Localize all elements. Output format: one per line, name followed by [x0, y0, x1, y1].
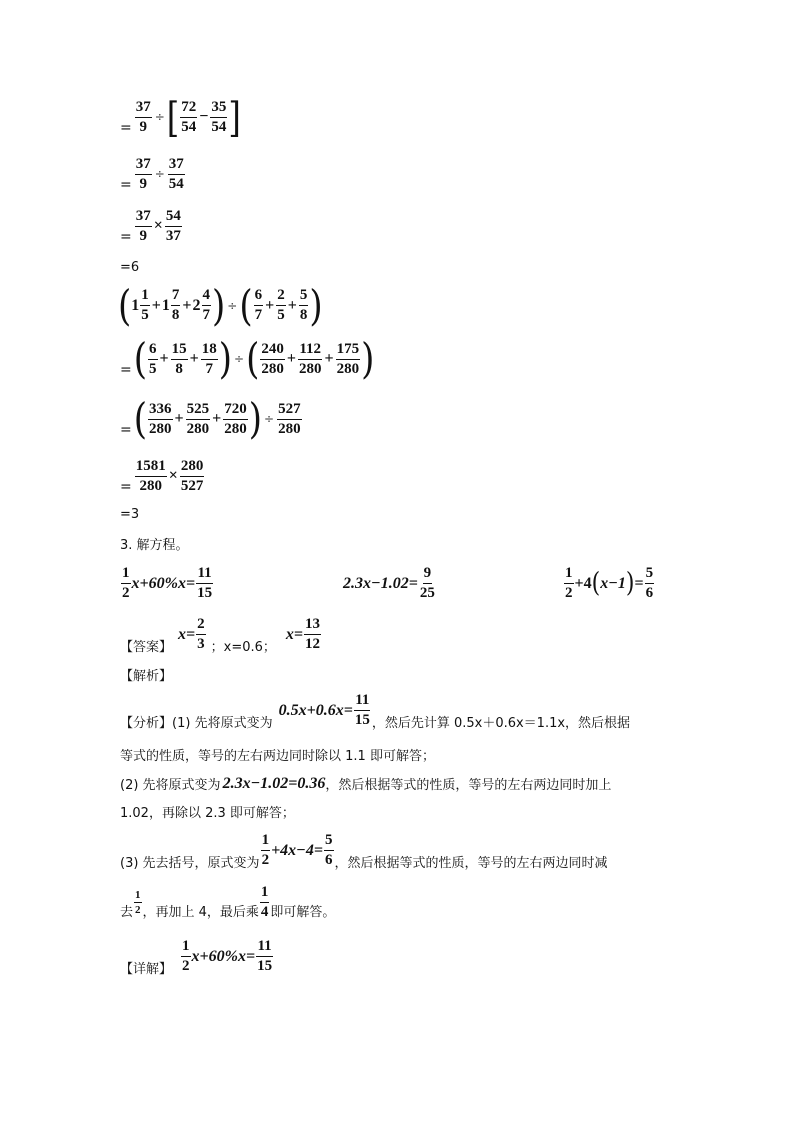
fraction: $\frac{1581}{280}$: [135, 457, 166, 494]
analysis-text: ，然后先计算 0.5x＋0.6x＝1.1x，然后根据: [371, 716, 631, 731]
analysis-p2-line1: [120, 774, 611, 793]
fraction: $\frac{6}{7}$: [254, 287, 263, 323]
fraction: $\frac{1}{4}$: [260, 884, 269, 920]
analysis-p3-line2: [120, 884, 335, 921]
analysis-text: (2) 先将原式变为: [120, 778, 221, 793]
right-paren: ): [218, 334, 233, 384]
operator: ×: [168, 467, 178, 484]
equation-text: +4: [574, 574, 592, 592]
equals-sign: =: [120, 362, 132, 378]
fraction: $\frac{1}{2}$: [135, 889, 141, 916]
fraction: $\frac{37}{9}$: [135, 155, 151, 192]
fraction: $\frac{5}{6}$: [645, 565, 654, 601]
fraction: $\frac{1}{5}$: [141, 287, 149, 323]
operator: ÷: [154, 167, 165, 181]
equation-text: +4x−4=: [271, 841, 323, 859]
right-bracket: ]: [228, 92, 241, 142]
right-paren: ): [361, 334, 375, 384]
left-paren: (: [239, 280, 253, 331]
fraction: $\frac{525}{280}$: [186, 400, 210, 437]
fraction: $\frac{1}{2}$: [122, 565, 130, 601]
fraction: $\frac{11}{15}$: [354, 692, 370, 728]
analysis-text: (1) 先将原式变为: [172, 716, 273, 731]
detail-line: [120, 936, 274, 977]
answer-line: [120, 614, 322, 655]
operator: +: [151, 296, 161, 314]
right-paren: ): [309, 280, 323, 331]
analysis-text: ，然后根据等式的性质，等号的左右两边同时加上: [325, 778, 612, 793]
analysis-text: (3) 先去括号，原式变为: [120, 856, 260, 871]
calc-line-5: [120, 334, 375, 384]
fraction: $\frac{5}{6}$: [325, 832, 333, 868]
equation-text: 2.3x−1.02=: [343, 574, 418, 592]
left-paren: (: [133, 334, 147, 384]
fraction: $\frac{2}{5}$: [277, 287, 285, 323]
equation-1: [120, 565, 214, 602]
fraction: $\frac{9}{25}$: [419, 565, 435, 601]
equals-sign: =: [120, 479, 132, 495]
whole-number: 1: [161, 296, 170, 314]
fraction: $\frac{72}{54}$: [181, 98, 197, 135]
fraction: $\frac{720}{280}$: [224, 400, 247, 437]
analysis-p3-line1: [120, 830, 608, 871]
fraction: $\frac{37}{54}$: [168, 155, 184, 192]
calc-line-6: [120, 394, 303, 444]
analysis-text: ，然后根据等式的性质，等号的左右两边同时减: [334, 856, 608, 871]
fraction: $\frac{11}{15}$: [197, 565, 213, 601]
operator: −: [199, 108, 209, 125]
left-paren: (: [133, 394, 147, 444]
analysis-label: 【解析】: [120, 669, 173, 684]
fraction: $\frac{37}{9}$: [135, 207, 151, 244]
operator: ×: [153, 217, 163, 234]
fraction: $\frac{240}{280}$: [261, 340, 284, 377]
equation-text: x+60%x=: [191, 947, 256, 965]
operator: +: [286, 350, 296, 367]
operator: +: [212, 410, 222, 427]
equation-text: 2.3x−1.02=0.36: [222, 774, 326, 792]
whole-number: 2: [192, 296, 201, 314]
fraction: $\frac{112}{280}$: [298, 340, 322, 377]
equals-sign: =: [120, 422, 132, 438]
equals-sign: =: [120, 120, 132, 136]
fraction: $\frac{35}{54}$: [211, 98, 227, 135]
fraction: $\frac{175}{280}$: [336, 340, 360, 377]
fraction: $\frac{13}{12}$: [305, 616, 321, 652]
analysis-p1-line2: 等式的性质，等号的左右两边同时除以 1.1 即可解答；: [120, 749, 435, 764]
equation-text: 0.5x+0.6x=: [278, 701, 353, 719]
fraction: $\frac{18}{7}$: [201, 340, 217, 377]
fraction: $\frac{280}{527}$: [180, 457, 204, 494]
fraction: $\frac{2}{3}$: [197, 616, 205, 652]
equation-text: x+60%x=: [131, 574, 196, 592]
calc-line-2: [120, 155, 186, 193]
whole-number: 1: [131, 296, 140, 314]
fraction: $\frac{37}{9}$: [135, 98, 151, 135]
right-paren: ): [625, 567, 635, 599]
analysis-text: 即可解答。: [270, 905, 336, 920]
left-paren: (: [246, 334, 260, 384]
fraction: $\frac{1}{2}$: [565, 565, 573, 601]
calc-line-1: [120, 92, 241, 142]
analysis-text: 去: [120, 905, 134, 920]
left-bracket: [: [166, 92, 180, 142]
question-title: 3. 解方程。: [120, 538, 189, 553]
operator: ÷: [234, 352, 245, 366]
operator: +: [287, 296, 297, 314]
equals-sign: =: [120, 177, 132, 193]
calc-line-7: [120, 457, 205, 495]
fraction: $\frac{6}{5}$: [149, 340, 157, 377]
calc-line-3: [120, 207, 183, 245]
analysis-text: ，再加上 4，最后乘: [142, 905, 259, 920]
analysis-p2-line2: 1.02，再除以 2.3 即可解答；: [120, 806, 295, 821]
left-paren: (: [591, 567, 601, 599]
answer-text: x=: [285, 625, 304, 643]
operator: ÷: [264, 412, 275, 426]
fraction: $\frac{527}{280}$: [278, 400, 301, 437]
fraction: $\frac{336}{280}$: [149, 400, 172, 437]
fraction: $\frac{7}{8}$: [171, 287, 180, 323]
left-paren: (: [118, 280, 132, 331]
equals-sign: =: [120, 229, 132, 245]
operator: ÷: [227, 298, 238, 313]
operator: +: [159, 350, 169, 367]
operator: +: [182, 296, 192, 314]
operator: +: [174, 410, 184, 427]
fraction: $\frac{5}{8}$: [299, 287, 308, 323]
operator: +: [265, 296, 275, 314]
operator: +: [189, 350, 199, 367]
calc-result-1: =6: [120, 260, 140, 275]
equation-3: [563, 565, 655, 602]
answer-text: x=: [178, 625, 196, 643]
fraction: $\frac{11}{15}$: [257, 938, 273, 974]
fraction: $\frac{54}{37}$: [165, 207, 181, 244]
answer-label: 【答案】: [120, 640, 173, 655]
fraction: $\frac{4}{7}$: [202, 287, 211, 323]
detail-label: 【详解】: [120, 962, 173, 977]
fraction: $\frac{1}{2}$: [261, 832, 270, 868]
operator: +: [324, 350, 334, 367]
right-paren: ): [248, 394, 263, 444]
fenxi-label: 【分析】: [120, 716, 173, 731]
operator: ÷: [154, 110, 165, 124]
fraction: $\frac{15}{8}$: [171, 340, 187, 377]
equals-sign: =: [634, 574, 644, 592]
equation-2: [343, 565, 437, 602]
analysis-p1-line1: [120, 690, 630, 731]
answer-separator: ；x=0.6；: [210, 640, 276, 655]
calc-expression-2: [118, 280, 323, 331]
calc-result-2: =3: [120, 507, 140, 522]
right-paren: ): [212, 280, 226, 331]
equation-text: x−1: [600, 574, 626, 592]
fraction: $\frac{1}{2}$: [182, 938, 190, 974]
